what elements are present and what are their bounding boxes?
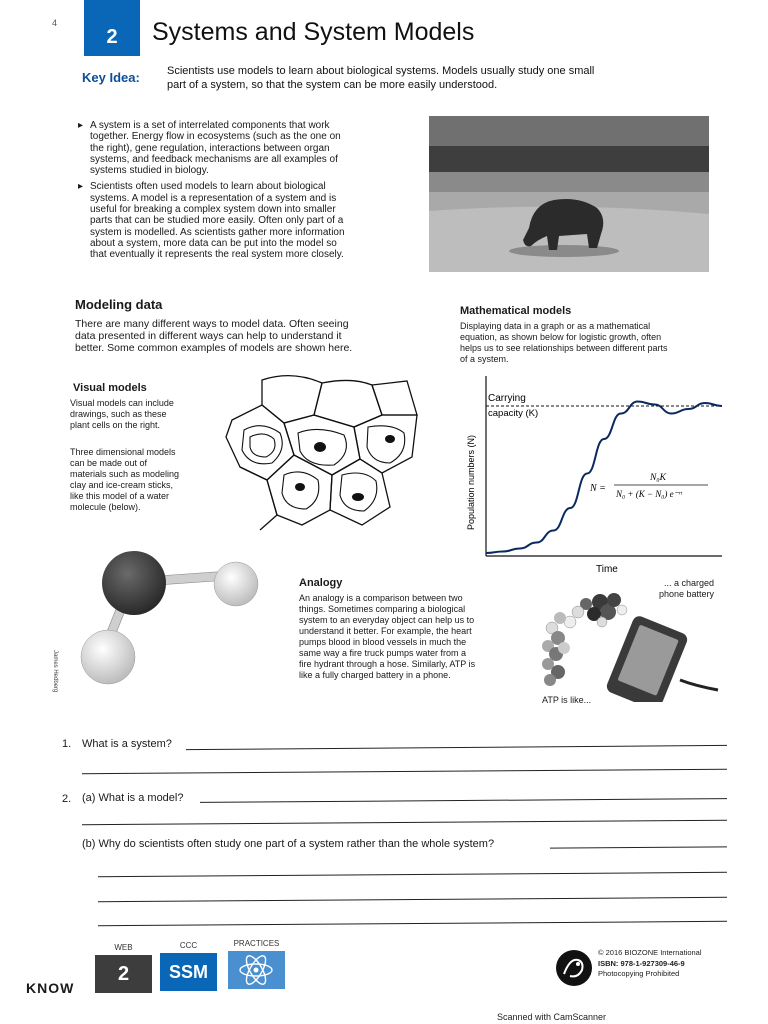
plant-cells-drawing (222, 375, 422, 535)
q2a-answer-line-2[interactable] (82, 820, 727, 826)
atom-icon (228, 951, 285, 989)
ccc-badge[interactable]: SSM (160, 953, 217, 991)
bullet-model: ▸ Scientists often used models to learn about biological systems. A model is a representation of a system and is useful for breaking a complex system down into smaller parts that can be studied more easily. Often only part of a system is modelled. As scientists gather more information about a system, more data can be put into the model so that eventually it represents the real system more closely. (78, 181, 400, 260)
q2b-answer-line-1[interactable] (550, 846, 727, 848)
phone-icon (605, 614, 718, 702)
analogy-heading: Analogy (299, 577, 343, 589)
q1-answer-line-1[interactable] (186, 745, 727, 750)
page-title: Systems and System Models (152, 18, 475, 46)
q1-number: 1. (62, 738, 72, 750)
logistic-curve (486, 402, 722, 554)
key-idea-text: Scientists use models to learn about biological systems. Models usually study one small part of a system, so that the system can be more easily understood. (167, 65, 595, 91)
nucleus-4 (352, 493, 364, 501)
nucleus-1 (314, 442, 326, 452)
bullet-system: ▸ A system is a set of interrelated components that work together. Energy flow in ecosystems (such as the one on the right), gene regulation, interactions between organ systems, and feedback mechanisms are all examples of systems studied in biology. (78, 120, 400, 176)
modeling-heading: Modeling data (75, 297, 163, 312)
practices-badge[interactable] (228, 951, 285, 989)
q2-number: 2. (62, 793, 72, 805)
scanner-watermark: Scanned with CamScanner (497, 1012, 607, 1022)
logistic-growth-chart (460, 370, 725, 580)
q2b-answer-line-3[interactable] (98, 897, 727, 902)
chapter-tab: 2 (84, 0, 140, 56)
nucleus-2 (385, 435, 395, 443)
modeling-text: There are many different ways to model data. Often seeing data presented in different ways can help to understand it better. Some common examples of models are shown here. (75, 318, 353, 354)
web-badge-label: WEB (114, 943, 133, 952)
equation-denominator: N₀ + (K − N₀) e⁻ʳᵗ (616, 489, 682, 499)
analogy-text: An analogy is a comparison between two things. Sometimes comparing a biological system to an everyday object can help us to understand it better. For example, the heart pumps blood in blood vessels in much the same way a fire truck pumps water from a fire hydrant through a hose. Similarly, ATP is like a fully charged battery in a phone. (299, 593, 476, 680)
page-number: 4 (52, 18, 58, 28)
copyright-text: © 2016 BIOZONE International (598, 948, 702, 957)
q2b-text: (b) Why do scientists often study one part of a system rather than the whole system? (82, 838, 495, 850)
visual-heading: Visual models (73, 382, 147, 394)
equation-numerator: N₀K (650, 473, 666, 483)
q1-answer-line-2[interactable] (82, 769, 727, 775)
bear-illustration (429, 116, 709, 272)
y-axis-label: Population numbers (N) (466, 434, 476, 530)
math-text: Displaying data in a graph or as a mathematical equation, as shown below for logistic growth, often helps us to see relationships between different parts of a system. (460, 321, 668, 364)
practices-badge-label: PRACTICES (233, 939, 280, 948)
water-molecule-model (68, 550, 268, 690)
biozone-logo-icon (554, 948, 594, 988)
copyright-block (598, 948, 702, 980)
visual-text-1: Visual models can include drawings, such as these plant cells on the right. (70, 398, 174, 430)
k-label-2: capacity (K) (488, 408, 539, 419)
isbn-text: ISBN: 978-1-927309-46-9 (598, 958, 685, 968)
q2b-answer-line-4[interactable] (98, 921, 727, 926)
x-axis-label: Time (596, 564, 618, 575)
math-heading: Mathematical models (460, 305, 572, 317)
atp-label: ATP is like... (542, 695, 592, 705)
equation-lhs: N = (590, 483, 606, 494)
q2a-answer-line-1[interactable] (200, 798, 727, 803)
bear-photo (429, 116, 709, 272)
know-label: KNOW (26, 980, 75, 996)
battery-label: ... a charged phone battery (658, 578, 714, 599)
nucleus-3 (295, 483, 305, 491)
k-label-1: Carrying (488, 393, 526, 404)
q1-text: What is a system? (82, 738, 172, 750)
q2a-text: (a) What is a model? (82, 792, 184, 804)
intro-bullets (78, 120, 400, 266)
web-badge[interactable]: 2 (95, 955, 152, 993)
photocopy-text: Photocopying Prohibited (598, 969, 680, 978)
photo-credit: James Hedberg (52, 650, 58, 693)
visual-text-2: Three dimensional models can be made out of materials such as modeling clay and ice-cream sticks, like this model of a water molecule (below). (70, 447, 180, 512)
q2b-answer-line-2[interactable] (98, 872, 727, 877)
atp-phone-illustration (538, 582, 723, 702)
ccc-badge-label: CCC (179, 941, 198, 950)
key-idea-label: Key Idea: (82, 70, 140, 85)
